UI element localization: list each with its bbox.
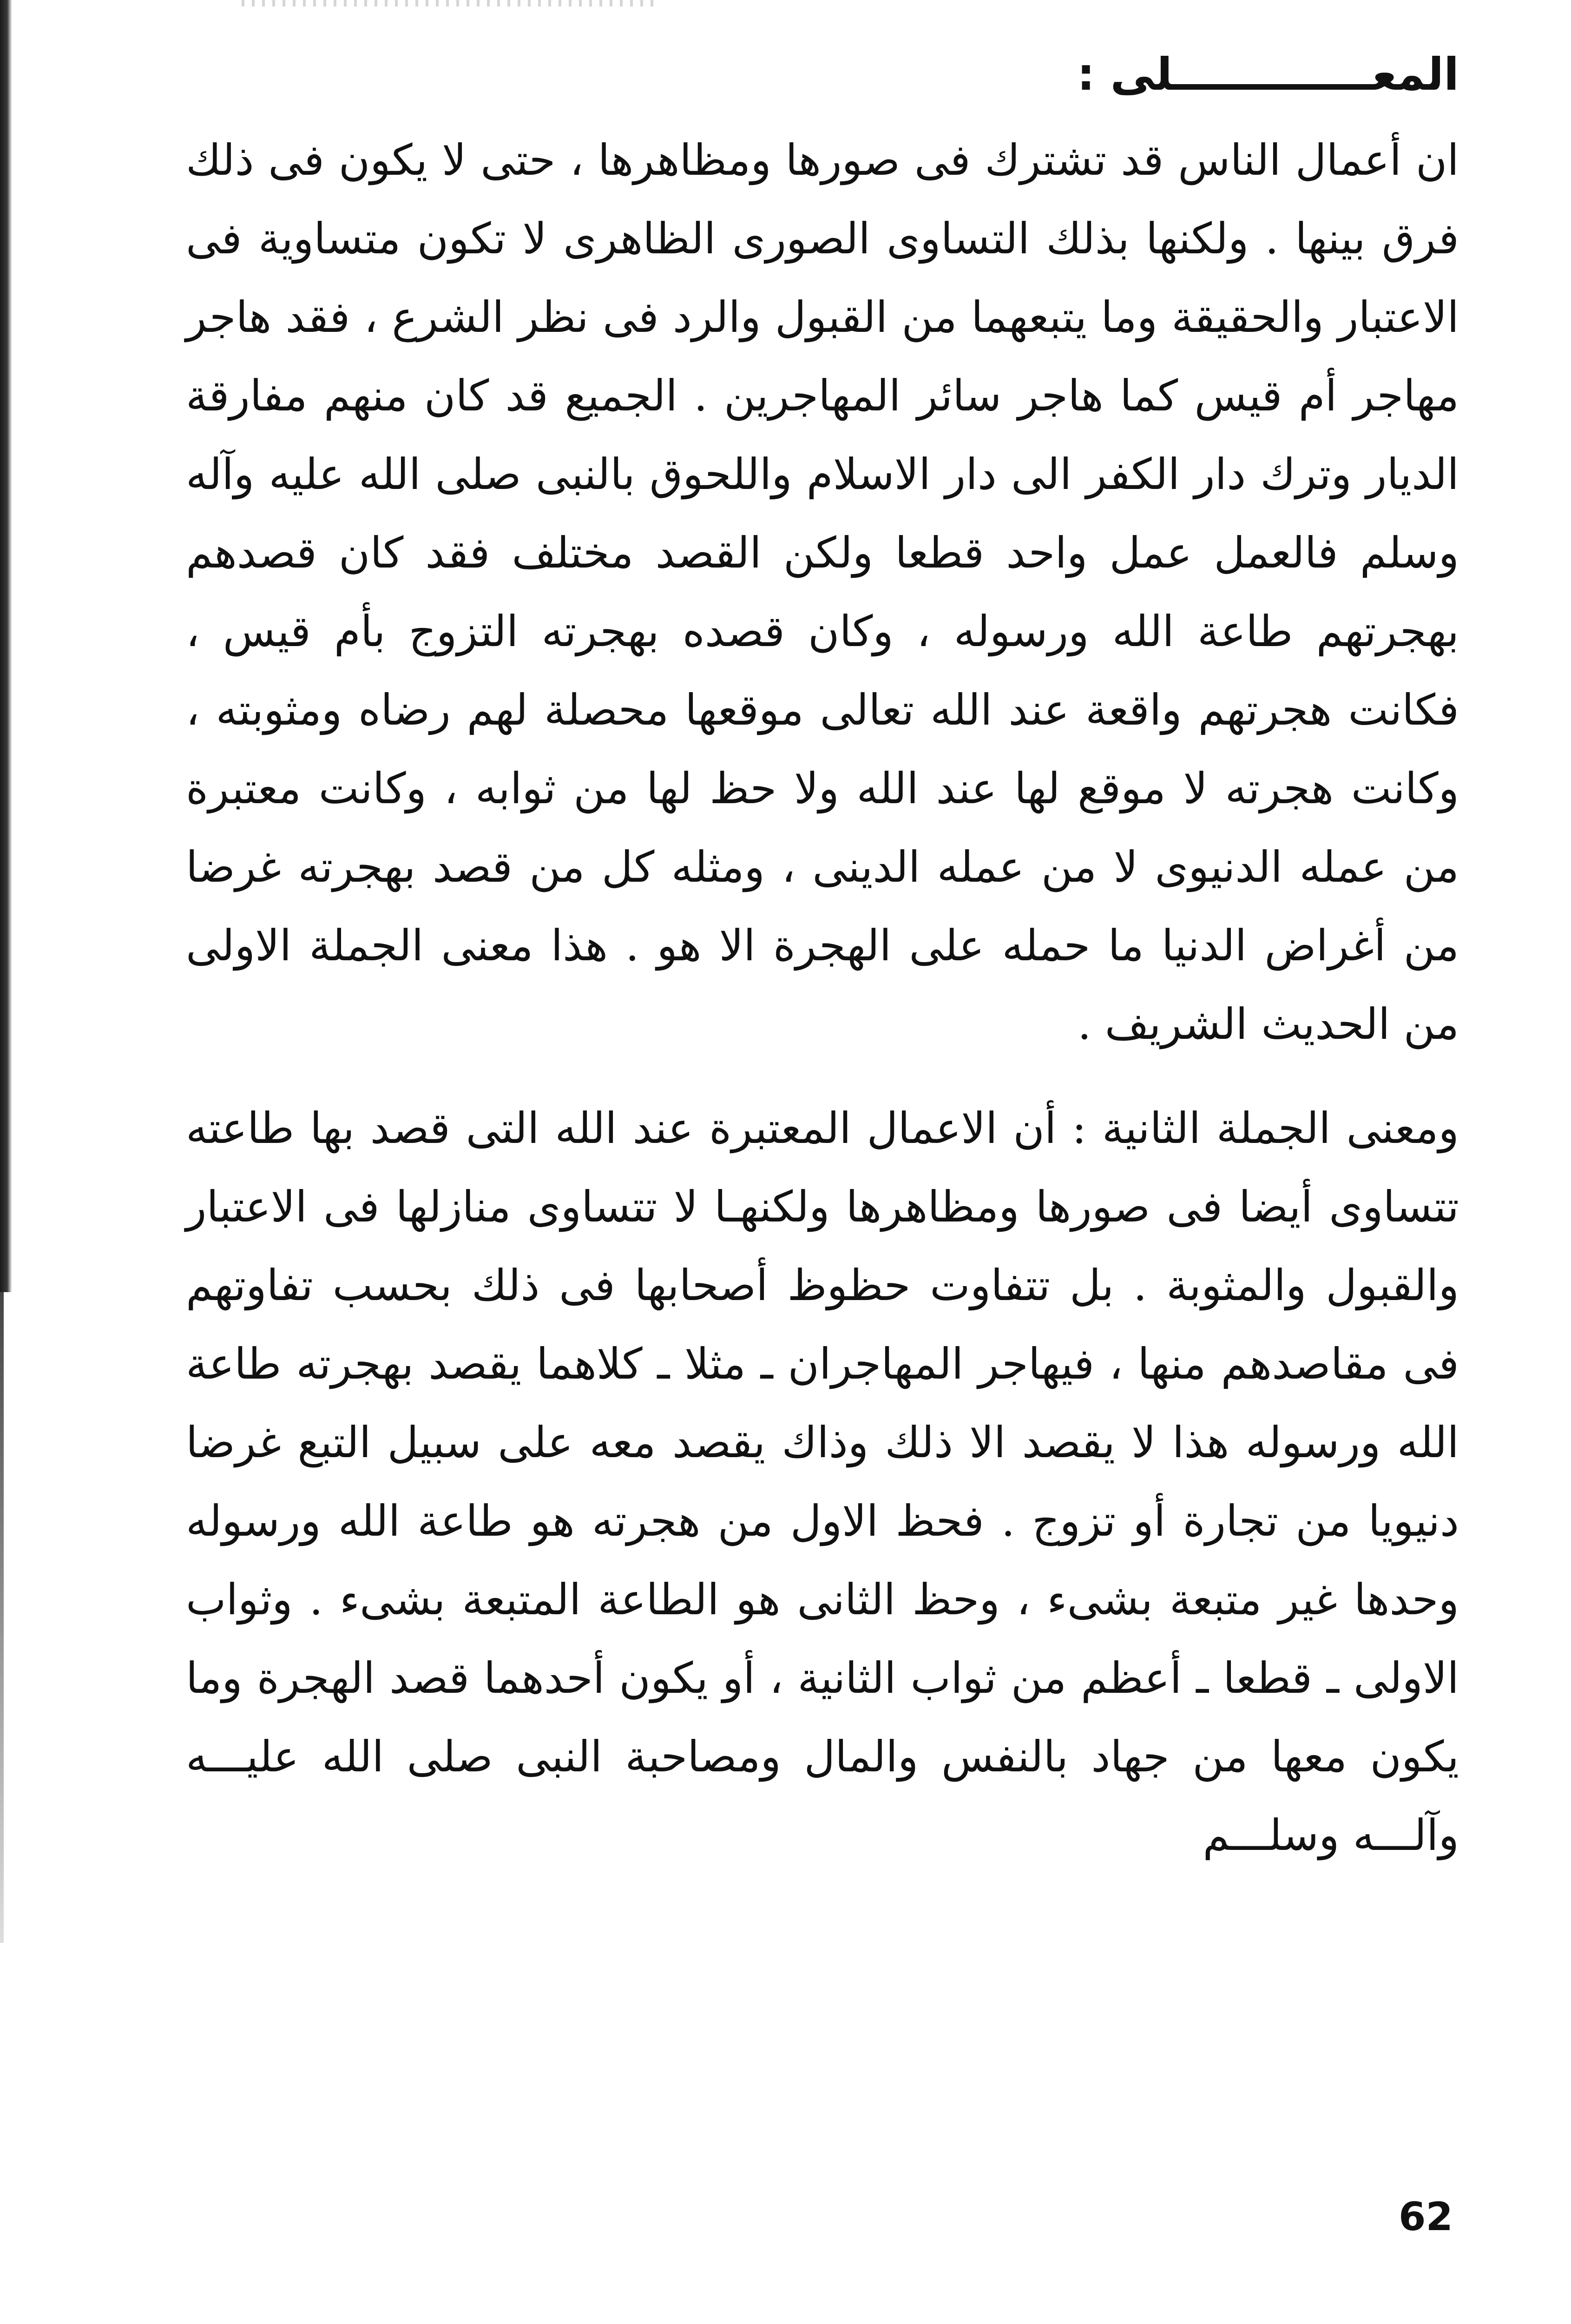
section-heading: المعـــــــــــــلى :	[1077, 48, 1459, 100]
scan-shadow-edge-lower	[0, 1292, 4, 1943]
scan-noise-top	[242, 0, 660, 7]
page-number: 62	[1399, 2194, 1453, 2239]
paragraph-first: ان أعمال الناس قد تشترك فى صورها ومظاهرها ، حتى لا يكون فى ذلك فرق بينها . ولكنها بذلك التساوى الصورى الظاهرى لا تكون متساوية فى الاعتبار والحقيقة وما يتبعهما من القبول والرد فى نظر الشرع ، فقد هاجر مهاجر أم قيس كما هاجر سائر المهاجرين . الجميع قد كان منهم مفارقة الديار وترك دار الكفر الى دار الاسلام واللحوق بالنبى صلى الله عليه وآله وسلم فالعمل عمل واحد قطعا ولكن القصد مختلف فقد كان قصدهم بهجرتهم طاعة الله ورسوله ، وكان قصده بهجرته التزوج بأم قيس ، فكانت هجرتهم واقعة عند الله تعالى موقعها محصلة لهم رضاه ومثوبته ، وكانت هجرته لا موقع لها عند الله ولا حظ لها من ثوابه ، وكانت معتبرة من عمله الدنيوى لا من عمله الدينى ، ومثله كل من قصد بهجرته غرضا من أغراض الدنيا ما حمله على الهجرة الا هو . هذا معنى الجملة الاولى من الحديث الشريف .	[186, 135, 1459, 1049]
paragraph-second: ومعنى الجملة الثانية : أن الاعمال المعتبرة عند الله التى قصد بها طاعته تتساوى أيضا فى صورها ومظاهرها ولكنهـا لا تتساوى منازلها فى الاعتبار والقبول والمثوبة . بل تتفاوت حظوظ أصحابها فى ذلك بحسب تفاوتهم فى مقاصدهم منها ، فيهاجر المهاجران ـ مثلا ـ كلاهما يقصد بهجرته طاعة الله ورسوله هذا لا يقصد الا ذلك وذاك يقصد معه على سبيل التبع غرضا دنيويا من تجارة أو تزوج . فحظ الاول من هجرته هو طاعة الله ورسوله وحدها غير متبعة بشىء ، وحظ الثانى هو الطاعة المتبعة بشىء . وثواب الاولى ـ قطعا ـ أعظم من ثواب الثانية ، أو يكون أحدهما قصد الهجرة وما يكون معها من جهاد بالنفس والمال ومصاحبة النبى صلى الله عليـــه وآلـــه وسلـــم	[186, 1103, 1459, 1860]
scan-shadow-edge	[0, 0, 12, 1292]
page-body	[186, 37, 1459, 1875]
